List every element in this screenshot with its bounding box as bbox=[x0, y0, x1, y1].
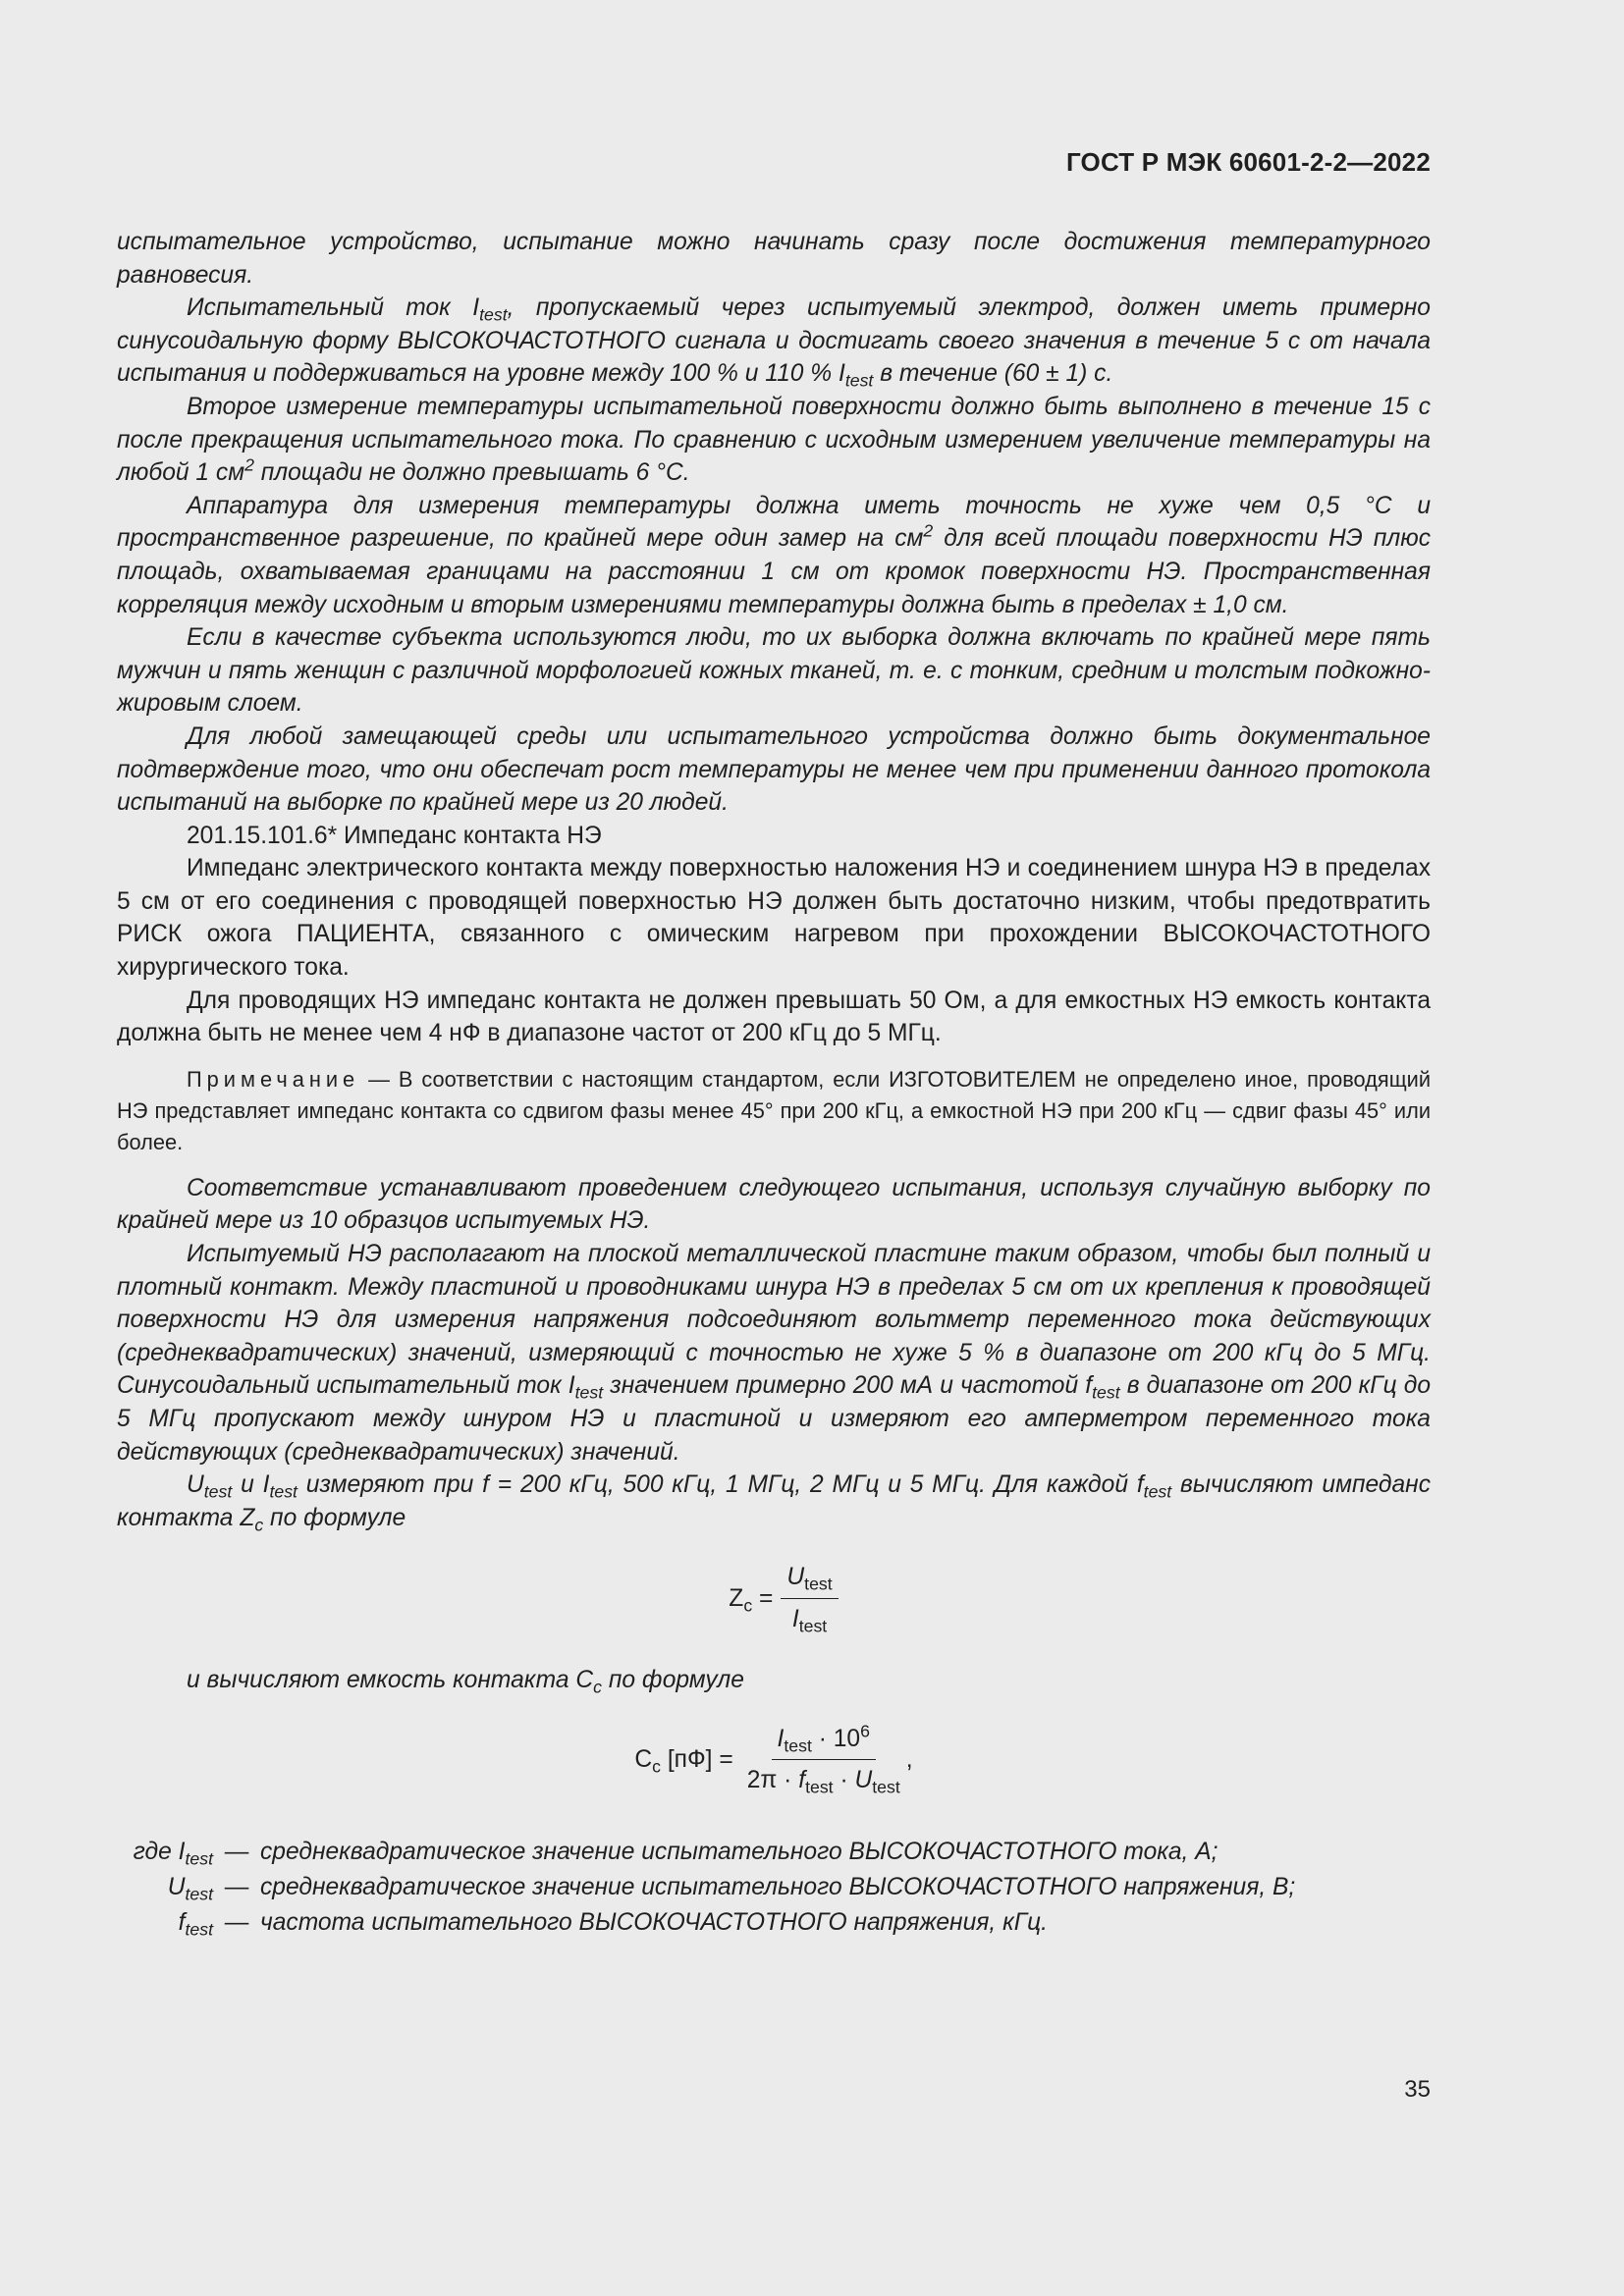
paragraph: Для любой замещающей среды или испытательного устройства должно быть документальное подтверждение того, что они обеспечат рост температуры не менее чем при применении данного протокола испытаний на выборке по крайней мере из 20 людей. bbox=[117, 722, 1431, 817]
fraction: $\frac{I_{test} \cdot 10^6}{2\pi \cdot f_{test} \cdot U_{test}}$ bbox=[746, 1721, 900, 1798]
paragraph: Импеданс электрического контакта между поверхностью наложения НЭ и соединением шнура НЭ в пределах 5 см от его соединения с проводящей поверхностью НЭ должен быть достаточно низким, чтобы предотвратить РИСК ожога ПАЦИЕНТА, связанного с омическим нагревом при прохождении ВЫСОКОЧАСТОТНОГО хирургического тока. bbox=[117, 855, 1431, 982]
note: Примечание — В соответствии с настоящим стандартом, если ИЗГОТОВИТЕЛЕМ не определено иное, проводящий НЭ представляет импеданс контакта со сдвигом фазы менее 45° при 200 кГц, а емкостной НЭ при 200 кГц — сдвиг фазы 45° или более. bbox=[117, 1066, 1431, 1154]
paragraph: Для проводящих НЭ импеданс контакта не должен превышать 50 Ом, а для емкостных НЭ емкость контакта должна быть не менее чем 4 нФ в диапазоне частот от 200 кГц до 5 МГц. bbox=[117, 987, 1431, 1047]
paragraph: Второе измерение температуры испытательной поверхности должно быть выполнено в течение 15 с после прекращения испытательного тока. По сравнению с исходным измерением увеличение температуры на любой 1 $см^2$ площади не должно превышать 6 °С. bbox=[117, 393, 1431, 487]
fraction: $\frac{U_{test}}{I_{test}}$ bbox=[781, 1561, 838, 1635]
formula-impedance: $Z_c$ = $\frac{U_{test}}{I_{test}}$ bbox=[117, 1554, 1431, 1642]
formula-capacitance: $C_c$ [пФ] = $\frac{I_{test} \cdot 10^6}{2\pi \cdot f_{test} \cdot U_{test}}$ , bbox=[634, 1721, 913, 1798]
definition-item: где $I_{test}$ — среднеквадратическое значение испытательного ВЫСОКОЧАСТОТНОГО тока, А; bbox=[133, 1838, 1218, 1869]
paragraph: испытательное устройство, испытание можно начинать сразу после достижения температурного равновесия. bbox=[117, 229, 1431, 289]
definition-item: $f_{test}$ — частота испытательного ВЫСОКОЧАСТОТНОГО напряжения, кГц. bbox=[178, 1908, 1048, 1940]
paragraph: Если в качестве субъекта используются люди, то их выборка должна включать по крайней мере пять мужчин и пять женщин с различной морфологией кожных тканей, т. е. с тонким, средним и толстым подкожно-жировым слоем. bbox=[117, 624, 1431, 718]
paragraph: и вычисляют емкость контакта $C_c$ по формуле bbox=[187, 1667, 744, 1698]
paragraph: Аппаратура для измерения температуры должна иметь точность не хуже чем 0,5 °С и пространственное разрешение, по крайней мере один замер на $см^2$ для всей площади поверхности НЭ плюс площадь, охватываемая границами на расстоянии 1 см от кромок поверхности НЭ. Пространственная корреляция между исходным и вторым измерениями температуры должна быть в пределах ± 1,0 см. bbox=[117, 492, 1432, 618]
document-header: ГОСТ Р МЭК 60601-2-2—2022 bbox=[1065, 147, 1431, 177]
paragraph: Испытуемый НЭ располагают на плоской металлической пластине таким образом, чтобы был полный и плотный контакт. Между пластиной и проводниками шнура НЭ в пределах 5 см от их крепления к проводящей поверхности НЭ для измерения напряжения подсоединяют вольтметр переменного тока действующих (среднеквадратических) значений, измеряющий с точностью не хуже 5 % в диапазоне от 200 кГц до 5 МГц. Синусоидальный испытательный ток $I_{test}$ значением примерно 200 мА и частотой $f_{test}$ в диапазоне от 200 кГц до 5 МГц пропускают между шнуром НЭ и пластиной и измеряют его амперметром переменного тока действующих (среднеквадратических) значений. bbox=[117, 1241, 1432, 1466]
document-page bbox=[117, 0, 1431, 2296]
note-label: Примечание bbox=[187, 1066, 360, 1092]
definition-list bbox=[117, 1835, 1431, 1941]
definition-item: $U_{test}$ — среднеквадратическое значение испытательного ВЫСОКОЧАСТОТНОГО напряжения, В; bbox=[167, 1873, 1296, 1904]
paragraph: $U_{test}$ и $I_{test}$ измеряют при f = 200 кГц, 500 кГц, 1 МГц, 2 МГц и 5 МГц. Для каждой $f_{test}$ вычисляют импеданс контакта $Z_c$ по формуле bbox=[117, 1471, 1432, 1535]
section-heading: 201.15.101.6* Импеданс контакта НЭ bbox=[187, 822, 602, 849]
paragraph: Соответствие устанавливают проведением следующего испытания, используя случайную выборку по крайней мере из 10 образцов испытуемых НЭ. bbox=[117, 1174, 1431, 1235]
page-number: 35 bbox=[1404, 2076, 1431, 2103]
paragraph: Испытательный ток $I_{test}$, пропускаемый через испытуемый электрод, должен иметь примерно синусоидальную форму ВЫСОКОЧАСТОТНОГО сигнала и достигать своего значения в течение 5 с от начала испытания и поддерживаться на уровне между 100 % и 110 % $I_{test}$ в течение (60 ± 1) с. bbox=[117, 294, 1431, 392]
document-body bbox=[117, 226, 1431, 1941]
